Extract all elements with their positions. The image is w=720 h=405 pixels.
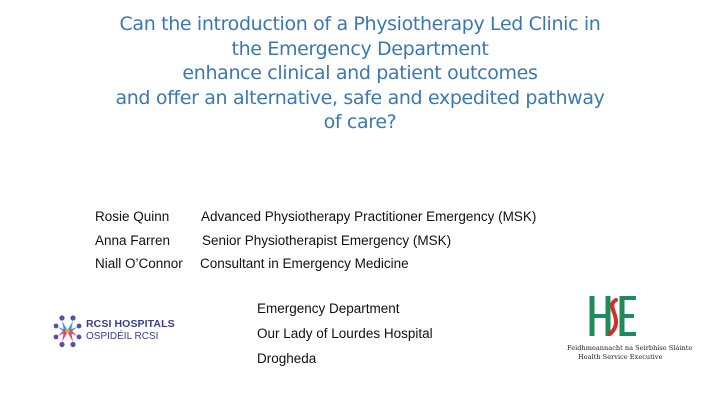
title-line: the Emergency Department [231, 37, 489, 60]
title-line: and offer an alternative, safe and expedited pathway [115, 86, 605, 109]
rcsi-hospitals-logo [53, 314, 175, 348]
author-role: Senior Physiotherapist Emergency (MSK) [202, 232, 452, 248]
rcsi-logo-line1: RCSI HOSPITALS [86, 318, 175, 330]
location-line: Drogheda [257, 351, 317, 366]
location-block [257, 296, 433, 371]
hse-logo-mark-icon [586, 292, 638, 340]
hse-logo [560, 292, 693, 367]
title-line: of care? [323, 111, 397, 133]
author-name: Anna Farren [95, 232, 171, 248]
rcsi-logo-line2: OSPIDÉIL RCSI [86, 331, 159, 342]
author-row [95, 229, 536, 253]
author-name: Niall O’Connor [95, 256, 183, 271]
title-line: enhance clinical and patient outcomes [182, 62, 538, 84]
slide-title [40, 12, 680, 135]
author-list [95, 205, 536, 276]
hse-english-name: Health Service Executive [578, 353, 663, 361]
location-line: Emergency Department [257, 301, 400, 316]
author-role: Consultant in Emergency Medicine [200, 256, 409, 271]
author-row [95, 205, 536, 229]
author-row [95, 252, 536, 276]
location-line: Our Lady of Lourdes Hospital [257, 326, 433, 341]
author-name: Rosie Quinn [95, 209, 170, 224]
author-role: Advanced Physiotherapy Practitioner Emergency (MSK) [201, 209, 537, 224]
hse-irish-name: Feidhmeannacht na Seirbhíse Sláinte [567, 344, 693, 352]
rcsi-people-emblem-icon [53, 314, 83, 348]
title-line: Can the introduction of a Physiotherapy Led Clinic in [119, 13, 601, 35]
